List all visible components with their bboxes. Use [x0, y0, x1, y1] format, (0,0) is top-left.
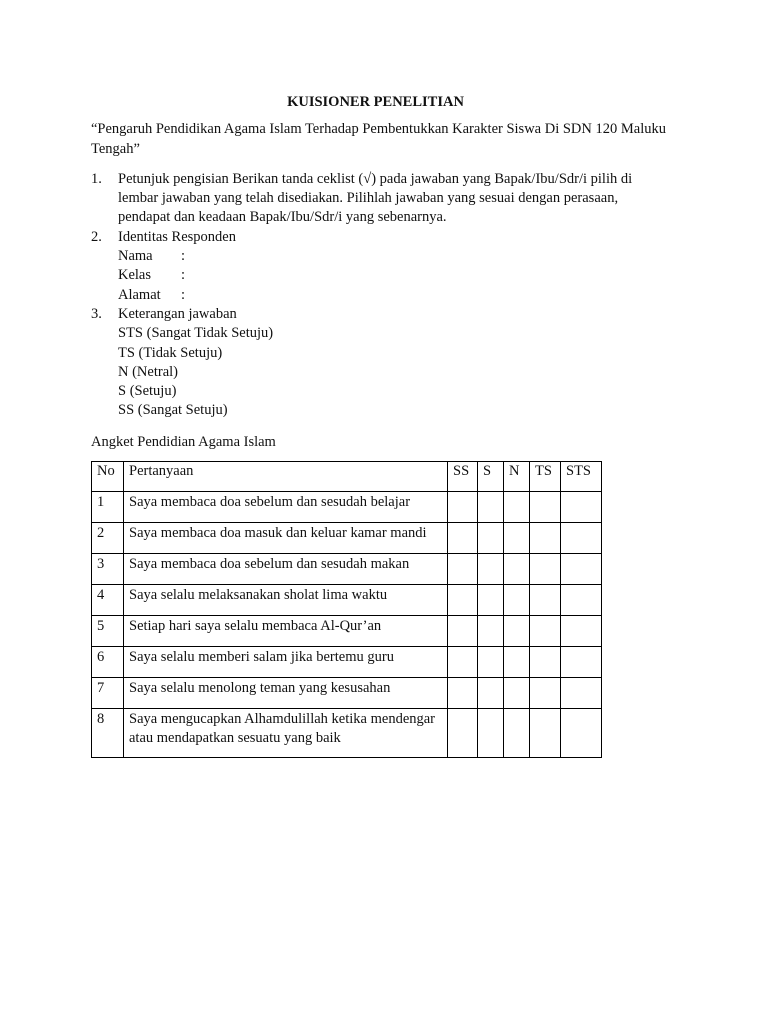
row-number: 7	[92, 678, 124, 709]
answer-cell-n[interactable]	[504, 709, 530, 758]
row-number: 8	[92, 709, 124, 758]
answer-cell-s[interactable]	[478, 616, 504, 647]
answer-cell-ss[interactable]	[448, 554, 478, 585]
answer-cell-n[interactable]	[504, 492, 530, 523]
row-number: 6	[92, 647, 124, 678]
answer-cell-sts[interactable]	[561, 678, 602, 709]
row-question: Saya membaca doa sebelum dan sesudah belajar	[124, 492, 448, 523]
item-number: 3.	[91, 305, 102, 322]
answer-legend-heading: Keterangan jawaban	[118, 305, 237, 322]
answer-cell-sts[interactable]	[561, 492, 602, 523]
item-number: 2.	[91, 228, 102, 245]
instruction-text: Petunjuk pengisian Berikan tanda ceklist (√) pada jawaban yang Bapak/Ibu/Sdr/i pilih di lembar jawaban yang telah disediakan. Pilihlah jawaban yang sesuai dengan perasaan, pendapat dan keadaan Bapak/Ibu/Sdr/i yang sebenarnya.	[118, 170, 633, 226]
answer-cell-sts[interactable]	[561, 523, 602, 554]
answer-cell-n[interactable]	[504, 585, 530, 616]
respondent-identity-heading: Identitas Responden	[118, 228, 236, 245]
identity-label: Kelas	[118, 267, 152, 284]
survey-table	[91, 461, 602, 758]
identity-field-class	[118, 266, 666, 285]
identity-field-address	[118, 286, 666, 305]
row-question: Setiap hari saya selalu membaca Al-Qur’an	[124, 616, 448, 647]
instruction-item-1	[91, 170, 666, 228]
answer-cell-ts[interactable]	[530, 709, 561, 758]
answer-cell-s[interactable]	[478, 523, 504, 554]
row-question: Saya selalu menolong teman yang kesusahan	[124, 678, 448, 709]
answer-cell-ss[interactable]	[448, 585, 478, 616]
row-number: 4	[92, 585, 124, 616]
answer-cell-ts[interactable]	[530, 616, 561, 647]
answer-cell-s[interactable]	[478, 709, 504, 758]
row-question: Saya selalu melaksanakan sholat lima waktu	[124, 585, 448, 616]
answer-cell-ss[interactable]	[448, 616, 478, 647]
row-number: 3	[92, 554, 124, 585]
header-question: Pertanyaan	[124, 462, 448, 492]
row-number: 5	[92, 616, 124, 647]
row-question: Saya membaca doa sebelum dan sesudah makan	[124, 554, 448, 585]
answer-cell-ss[interactable]	[448, 647, 478, 678]
answer-cell-s[interactable]	[478, 492, 504, 523]
answer-cell-ts[interactable]	[530, 585, 561, 616]
header-no: No	[92, 462, 124, 492]
answer-cell-ss[interactable]	[448, 678, 478, 709]
answer-cell-sts[interactable]	[561, 709, 602, 758]
identity-colon: :	[181, 248, 186, 265]
legend-line: TS (Tidak Setuju)	[118, 344, 223, 361]
research-title: “Pengaruh Pendidikan Agama Islam Terhadap Pembentukkan Karakter Siswa Di SDN 120 Maluku Tengah”	[91, 121, 666, 157]
answer-cell-sts[interactable]	[561, 616, 602, 647]
table-title: Angket Pendidian Agama Islam	[91, 433, 276, 450]
table-row	[92, 647, 602, 678]
answer-cell-ss[interactable]	[448, 492, 478, 523]
answer-cell-s[interactable]	[478, 647, 504, 678]
table-row	[92, 616, 602, 647]
legend-line: STS (Sangat Tidak Setuju)	[118, 325, 274, 342]
header-s: S	[478, 462, 504, 492]
answer-cell-ts[interactable]	[530, 678, 561, 709]
row-question: Saya membaca doa masuk dan keluar kamar mandi	[124, 523, 448, 554]
answer-cell-sts[interactable]	[561, 554, 602, 585]
answer-cell-ss[interactable]	[448, 523, 478, 554]
header-ss: SS	[448, 462, 478, 492]
table-row	[92, 554, 602, 585]
header-n: N	[504, 462, 530, 492]
answer-cell-s[interactable]	[478, 678, 504, 709]
answer-cell-ss[interactable]	[448, 709, 478, 758]
header-ts: TS	[530, 462, 561, 492]
instruction-item-3	[91, 305, 666, 421]
identity-field-name	[118, 247, 666, 266]
answer-cell-sts[interactable]	[561, 647, 602, 678]
answer-cell-n[interactable]	[504, 523, 530, 554]
identity-label: Alamat	[118, 286, 161, 303]
header-sts: STS	[561, 462, 602, 492]
answer-cell-n[interactable]	[504, 554, 530, 585]
table-row	[92, 709, 602, 758]
row-number: 2	[92, 523, 124, 554]
table-header-row	[92, 462, 602, 492]
identity-colon: :	[181, 286, 186, 303]
answer-cell-ts[interactable]	[530, 523, 561, 554]
answer-cell-ts[interactable]	[530, 554, 561, 585]
row-question: Saya mengucapkan Alhamdulillah ketika mendengar atau mendapatkan sesuatu yang baik	[124, 709, 448, 758]
table-row	[92, 523, 602, 554]
answer-cell-n[interactable]	[504, 678, 530, 709]
document-page	[91, 93, 666, 758]
instruction-item-2	[91, 228, 666, 305]
answer-cell-n[interactable]	[504, 647, 530, 678]
legend-line: SS (Sangat Setuju)	[118, 402, 228, 419]
answer-legend-section	[118, 305, 666, 421]
table-row	[92, 492, 602, 523]
answer-cell-s[interactable]	[478, 554, 504, 585]
respondent-identity-section	[118, 228, 666, 305]
legend-line: N (Netral)	[118, 363, 178, 380]
item-number: 1.	[91, 170, 102, 187]
answer-cell-n[interactable]	[504, 616, 530, 647]
legend-line: S (Setuju)	[118, 383, 177, 400]
table-row	[92, 678, 602, 709]
answer-cell-sts[interactable]	[561, 585, 602, 616]
answer-cell-ts[interactable]	[530, 492, 561, 523]
table-row	[92, 585, 602, 616]
answer-cell-ts[interactable]	[530, 647, 561, 678]
identity-colon: :	[181, 267, 186, 284]
answer-cell-s[interactable]	[478, 585, 504, 616]
document-title: KUISIONER PENELITIAN	[287, 94, 464, 110]
identity-label: Nama	[118, 248, 153, 265]
row-number: 1	[92, 492, 124, 523]
row-question: Saya selalu memberi salam jika bertemu guru	[124, 647, 448, 678]
